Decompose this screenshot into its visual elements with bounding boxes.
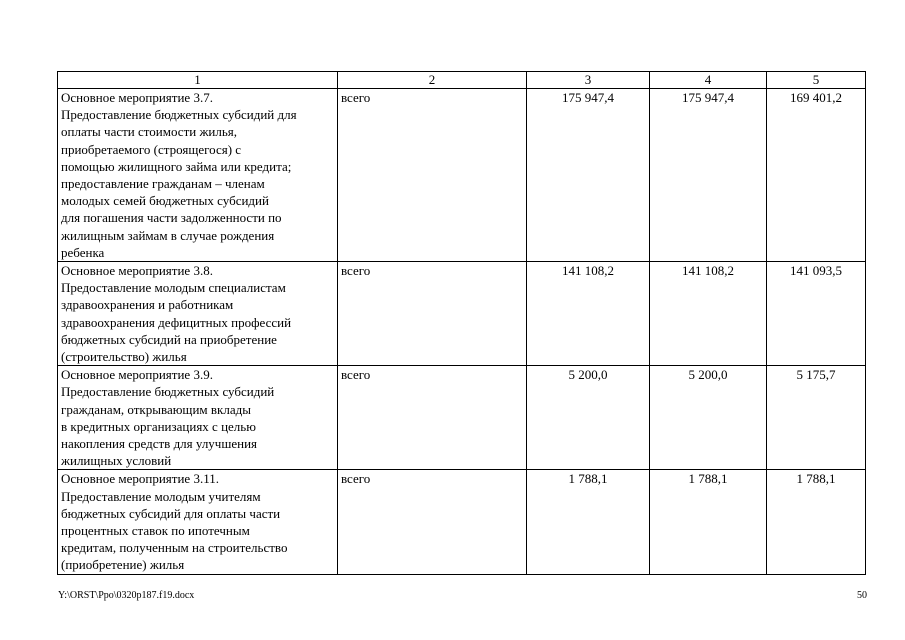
description-line: бюджетных субсидий для оплаты части (61, 505, 281, 521)
description-line: ребенка (61, 244, 105, 260)
column-header-2: 2 (338, 72, 527, 89)
value-col3-cell: 175 947,4 (527, 89, 650, 262)
measure-description-cell (58, 366, 338, 470)
measure-description-cell (58, 470, 338, 574)
description-line: Основное мероприятие 3.11. (61, 471, 219, 487)
value-col4-cell: 141 108,2 (650, 262, 767, 366)
document-file-path: Y:\ORST\Ppo\0320p187.f19.docx (58, 590, 195, 601)
column-header-3: 3 (527, 72, 650, 89)
funding-source-cell: всего (338, 89, 527, 262)
column-header-1: 1 (58, 72, 338, 89)
description-line: Основное мероприятие 3.7. (61, 90, 213, 105)
description-line: молодых семей бюджетных субсидий (61, 193, 269, 209)
description-line: Предоставление бюджетных субсидий для (61, 107, 297, 123)
value-col4-cell: 5 200,0 (650, 366, 767, 470)
description-line: бюджетных субсидий на приобретение (61, 331, 277, 347)
description-line: жилищных условий (61, 453, 172, 469)
description-line: в кредитных организациях с целью (61, 418, 256, 434)
funding-source-cell: всего (338, 470, 527, 574)
value-col5-cell: 5 175,7 (767, 366, 866, 470)
page-number: 50 (857, 590, 867, 601)
table-row (58, 89, 866, 262)
table-row (58, 262, 866, 366)
description-line: гражданам, открывающим вклады (61, 401, 251, 417)
funding-source-cell: всего (338, 366, 527, 470)
value-col4-cell: 1 788,1 (650, 470, 767, 574)
column-header-5: 5 (767, 72, 866, 89)
description-line: предоставление гражданам – членам (61, 176, 265, 192)
description-line: приобретаемого (строящегося) с (61, 141, 242, 157)
funding-source-cell: всего (338, 262, 527, 366)
description-line: Предоставление молодым специалистам (61, 280, 286, 296)
value-col3-cell: 141 108,2 (527, 262, 650, 366)
description-line: Основное мероприятие 3.9. (61, 367, 213, 383)
description-line: накопления средств для улучшения (61, 436, 258, 452)
description-line: оплаты части стоимости жилья, (61, 124, 238, 140)
description-line: (приобретение) жилья (61, 557, 185, 573)
value-col3-cell: 1 788,1 (527, 470, 650, 574)
value-col5-cell: 169 401,2 (767, 89, 866, 262)
description-line: процентных ставок по ипотечным (61, 523, 250, 539)
table-header-row (58, 72, 866, 89)
subsidy-table (57, 71, 866, 575)
column-header-4: 4 (650, 72, 767, 89)
description-line: Предоставление бюджетных субсидий (61, 384, 275, 400)
value-col5-cell: 141 093,5 (767, 262, 866, 366)
measure-description-cell (58, 262, 338, 366)
value-col5-cell: 1 788,1 (767, 470, 866, 574)
description-line: жилищным займам в случае рождения (61, 227, 275, 243)
description-line: (строительство) жилья (61, 349, 187, 365)
description-line: для погашения части задолженности по (61, 210, 282, 226)
description-line: Предоставление молодым учителям (61, 488, 261, 504)
value-col3-cell: 5 200,0 (527, 366, 650, 470)
value-col4-cell: 175 947,4 (650, 89, 767, 262)
description-line: здравоохранения дефицитных профессий (61, 314, 292, 330)
description-line: Основное мероприятие 3.8. (61, 263, 213, 279)
description-line: помощью жилищного займа или кредита; (61, 158, 292, 174)
table-row (58, 470, 866, 574)
table-row (58, 366, 866, 470)
description-line: здравоохранения и работникам (61, 297, 234, 313)
description-line: кредитам, полученным на строительство (61, 540, 288, 556)
measure-description-cell (58, 89, 338, 262)
